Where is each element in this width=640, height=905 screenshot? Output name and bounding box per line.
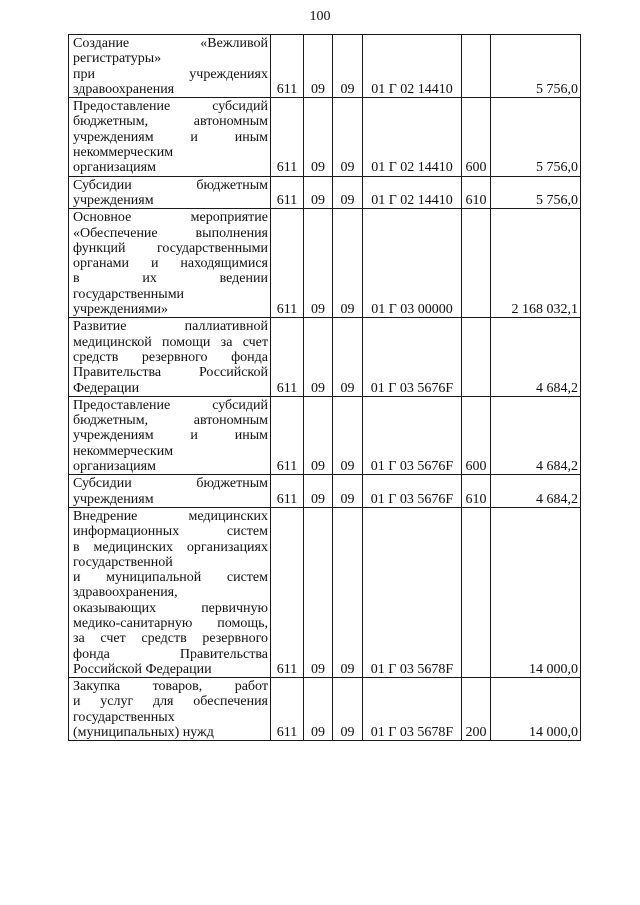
- subsection-code-cell: 09: [333, 475, 363, 508]
- section-code-cell: 09: [304, 318, 333, 396]
- subsection-code-cell: 09: [333, 507, 363, 677]
- table-row: [69, 507, 581, 677]
- row-name-cell: [69, 475, 271, 508]
- grbs-code-cell: 611: [271, 396, 304, 474]
- row-name-line: Российской Федерации: [73, 661, 212, 677]
- expense-type-cell: 600: [462, 396, 491, 474]
- row-name-cell: [69, 396, 271, 474]
- row-name-line: и муниципальной систем: [73, 570, 268, 586]
- amount-cell: 4 684,2: [491, 475, 581, 508]
- subsection-code-cell: 09: [333, 318, 363, 396]
- amount-cell: 5 756,0: [491, 98, 581, 176]
- row-name-line: медицинской помощи за счет: [73, 334, 268, 350]
- row-name-line: некоммерческим: [73, 145, 174, 161]
- amount-cell: 4 684,2: [491, 396, 581, 474]
- expense-type-cell: 600: [462, 98, 491, 176]
- row-name-line: Основное мероприятие: [73, 210, 268, 226]
- row-name-line: в медицинских организациях: [73, 539, 268, 555]
- section-code-cell: 09: [304, 475, 333, 508]
- table-row: [69, 35, 581, 98]
- amount-cell: 4 684,2: [491, 318, 581, 396]
- grbs-code-cell: 611: [271, 678, 304, 741]
- row-name-line: организациям: [73, 459, 156, 475]
- target-article-cell: 01 Г 03 5676F: [363, 475, 462, 508]
- row-name-line: учреждениям: [73, 192, 154, 208]
- row-name-line: Создание «Вежливой: [73, 36, 268, 51]
- table-row: [69, 176, 581, 209]
- row-name-line: функций государственными: [73, 240, 268, 256]
- expense-type-cell: [462, 318, 491, 396]
- row-name-line: здравоохранения,: [73, 585, 178, 601]
- grbs-code-cell: 611: [271, 475, 304, 508]
- subsection-code-cell: 09: [333, 678, 363, 741]
- row-name-line: информационных систем: [73, 524, 268, 540]
- amount-cell: 2 168 032,1: [491, 209, 581, 318]
- row-name-line: в их ведении: [73, 271, 268, 287]
- section-code-cell: 09: [304, 98, 333, 176]
- row-name-cell: [69, 176, 271, 209]
- table-row: [69, 209, 581, 318]
- row-name-cell: [69, 507, 271, 677]
- expense-type-cell: [462, 209, 491, 318]
- row-name-line: государственными: [73, 286, 185, 302]
- table-row: [69, 98, 581, 176]
- row-name-line: Предоставление субсидий: [73, 99, 268, 115]
- row-name-line: Внедрение медицинских: [73, 508, 268, 524]
- target-article-cell: 01 Г 03 5676F: [363, 318, 462, 396]
- row-name-line: государственных: [73, 709, 175, 725]
- target-article-cell: 01 Г 02 14410: [363, 35, 462, 98]
- table-row: [69, 396, 581, 474]
- row-name-line: учреждениям и иным: [73, 428, 268, 444]
- expense-type-cell: [462, 507, 491, 677]
- row-name-line: медико-санитарную помощь,: [73, 615, 268, 631]
- target-article-cell: 01 Г 03 5678F: [363, 678, 462, 741]
- target-article-cell: 01 Г 03 00000: [363, 209, 462, 318]
- grbs-code-cell: 611: [271, 507, 304, 677]
- row-name-line: организациям: [73, 160, 156, 176]
- row-name-line: (муниципальных) нужд: [73, 725, 214, 741]
- grbs-code-cell: 611: [271, 35, 304, 98]
- row-name-line: регистратуры»: [73, 51, 162, 67]
- subsection-code-cell: 09: [333, 35, 363, 98]
- table-row: [69, 318, 581, 396]
- target-article-cell: 01 Г 02 14410: [363, 98, 462, 176]
- section-code-cell: 09: [304, 35, 333, 98]
- row-name-line: оказывающих первичную: [73, 600, 268, 616]
- row-name-line: учреждениям и иным: [73, 129, 268, 145]
- amount-cell: 14 000,0: [491, 678, 581, 741]
- row-name-line: фонда Правительства: [73, 646, 268, 662]
- row-name-line: за счет средств резервного: [73, 631, 268, 647]
- grbs-code-cell: 611: [271, 176, 304, 209]
- row-name-line: государственной: [73, 554, 173, 570]
- row-name-line: учреждениям: [73, 491, 154, 507]
- expense-type-cell: 610: [462, 475, 491, 508]
- section-code-cell: 09: [304, 507, 333, 677]
- row-name-cell: [69, 678, 271, 741]
- page-number: 100: [309, 9, 331, 24]
- row-name-line: «Обеспечение выполнения: [73, 225, 268, 241]
- row-name-line: бюджетным, автономным: [73, 413, 268, 429]
- section-code-cell: 09: [304, 396, 333, 474]
- grbs-code-cell: 611: [271, 98, 304, 176]
- table-row: [69, 678, 581, 741]
- row-name-line: Субсидии бюджетным: [73, 177, 268, 193]
- amount-cell: 5 756,0: [491, 176, 581, 209]
- row-name-cell: [69, 209, 271, 318]
- row-name-line: Развитие паллиативной: [73, 319, 268, 335]
- grbs-code-cell: 611: [271, 318, 304, 396]
- subsection-code-cell: 09: [333, 98, 363, 176]
- row-name-line: Субсидии бюджетным: [73, 476, 268, 492]
- row-name-line: и услуг для обеспечения: [73, 694, 268, 710]
- row-name-line: здравоохранения: [73, 81, 175, 97]
- budget-table: [68, 34, 581, 741]
- row-name-cell: [69, 98, 271, 176]
- table-body: [69, 35, 581, 741]
- expense-type-cell: [462, 35, 491, 98]
- row-name-line: некоммерческим: [73, 443, 174, 459]
- target-article-cell: 01 Г 03 5678F: [363, 507, 462, 677]
- row-name-line: Федерации: [73, 380, 140, 396]
- target-article-cell: 01 Г 02 14410: [363, 176, 462, 209]
- section-code-cell: 09: [304, 678, 333, 741]
- target-article-cell: 01 Г 03 5676F: [363, 396, 462, 474]
- section-code-cell: 09: [304, 176, 333, 209]
- grbs-code-cell: 611: [271, 209, 304, 318]
- table-row: [69, 475, 581, 508]
- row-name-line: органами и находящимися: [73, 256, 268, 272]
- row-name-cell: [69, 318, 271, 396]
- row-name-line: учреждениями»: [73, 302, 169, 318]
- subsection-code-cell: 09: [333, 209, 363, 318]
- expense-type-cell: 610: [462, 176, 491, 209]
- section-code-cell: 09: [304, 209, 333, 318]
- row-name-cell: [69, 35, 271, 98]
- expense-type-cell: 200: [462, 678, 491, 741]
- row-name-line: Предоставление субсидий: [73, 397, 268, 413]
- row-name-line: Правительства Российской: [73, 365, 268, 381]
- row-name-line: при учреждениях: [73, 66, 268, 82]
- row-name-line: средств резервного фонда: [73, 349, 268, 365]
- row-name-line: бюджетным, автономным: [73, 114, 268, 130]
- subsection-code-cell: 09: [333, 176, 363, 209]
- row-name-line: Закупка товаров, работ: [73, 679, 268, 695]
- amount-cell: 5 756,0: [491, 35, 581, 98]
- subsection-code-cell: 09: [333, 396, 363, 474]
- amount-cell: 14 000,0: [491, 507, 581, 677]
